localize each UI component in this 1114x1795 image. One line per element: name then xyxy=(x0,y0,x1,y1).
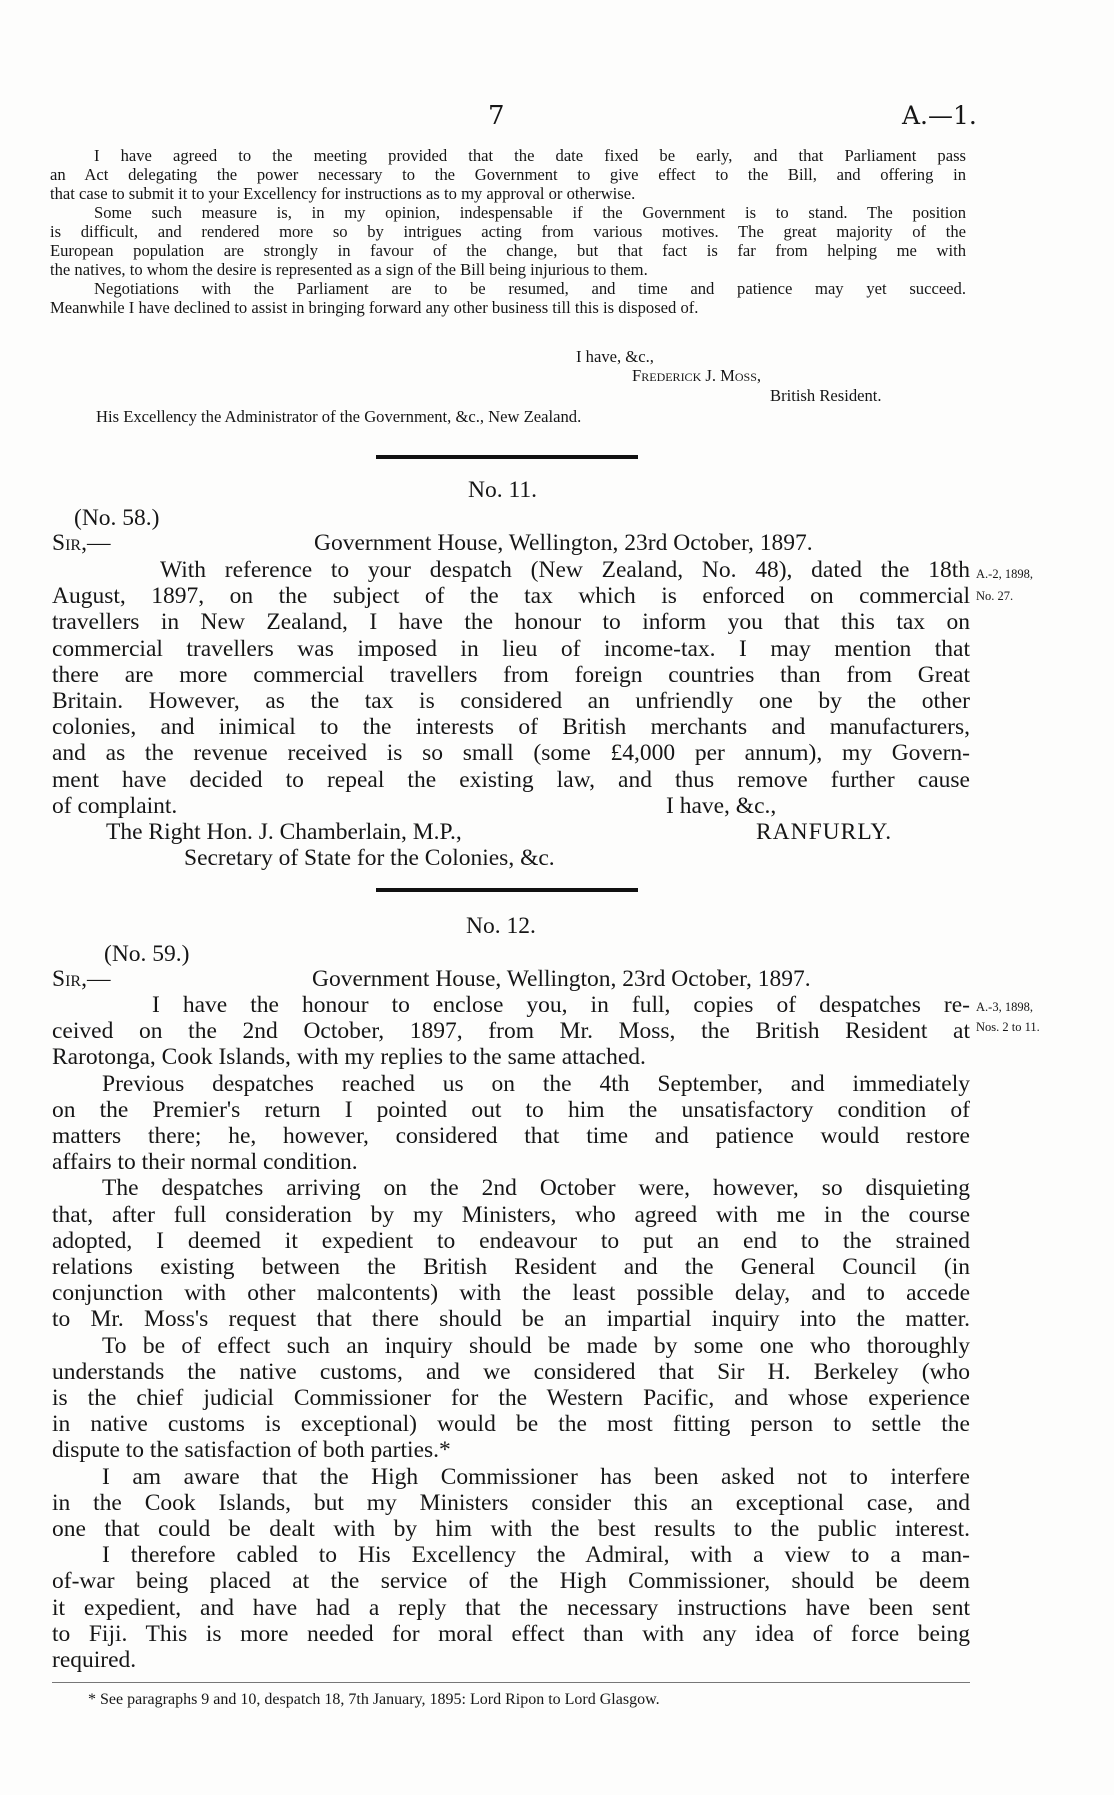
despatch-number: (No. 58.) xyxy=(74,505,160,531)
section-heading: No. 11. xyxy=(468,477,537,503)
signature-title: British Resident. xyxy=(770,386,882,405)
margin-note: No. 27. xyxy=(976,589,1014,603)
text-line: that, after full consideration by my Ministers, who agreed with me in the course xyxy=(52,1201,970,1228)
text-line: Britain. However, as the tax is considered an unfriendly one by the other xyxy=(52,688,970,715)
page-number: 7 xyxy=(488,101,505,131)
salutation: Sir,— xyxy=(52,530,111,556)
text-line: conjunction with other malcontents) with the least possible delay, and to accede xyxy=(52,1280,970,1307)
text-line: Some such measure is, in my opinion, indespensable if the Government is to stand. The position xyxy=(94,203,966,222)
text-line: there are more commercial travellers from foreign countries than from Great xyxy=(52,661,970,688)
despatch-number: (No. 59.) xyxy=(104,941,190,967)
addressee: The Right Hon. J. Chamberlain, M.P., xyxy=(106,819,462,845)
text-line: to Fiji. This is more needed for moral effect than with any idea of force being xyxy=(52,1620,970,1647)
addressee: His Excellency the Administrator of the Government, &c., New Zealand. xyxy=(96,407,582,426)
text-line: With reference to your despatch (New Zealand, No. 48), dated the 18th xyxy=(160,557,970,583)
text-line: of-war being placed at the service of the High Commissioner, should be deem xyxy=(52,1568,970,1595)
text-line: understands the native customs, and we considered that Sir H. Berkeley (who xyxy=(52,1358,970,1385)
text-line: on the Premier's return I pointed out to him the unsatisfactory condition of xyxy=(52,1096,970,1123)
closing: I have, &c., xyxy=(576,347,654,366)
text-line: Negotiations with the Parliament are to be resumed, and time and patience may yet succeed. xyxy=(94,279,966,298)
section-heading: No. 12. xyxy=(466,913,536,939)
dateline: Government House, Wellington, 23rd October, 1897. xyxy=(314,530,813,556)
text-line: is the chief judicial Commissioner for the Western Pacific, and whose experience xyxy=(52,1385,970,1412)
text-line: I have the honour to enclose you, in full, copies of despatches re- xyxy=(152,992,970,1018)
text-line: Rarotonga, Cook Islands, with my replies to the same attached. xyxy=(52,1044,646,1071)
text-line: travellers in New Zealand, I have the honour to inform you that this tax on xyxy=(52,609,970,636)
text-line: required. xyxy=(52,1647,137,1674)
text-line: matters there; he, however, considered that time and patience would restore xyxy=(52,1123,970,1150)
closing: I have, &c., xyxy=(666,793,777,819)
text-line: colonies, and inimical to the interests of British merchants and manufacturers, xyxy=(52,714,970,741)
text-line: I am aware that the High Commissioner has been asked not to interfere xyxy=(102,1463,970,1490)
text-line: dispute to the satisfaction of both parties.* xyxy=(52,1437,451,1464)
footnote: * See paragraphs 9 and 10, despatch 18, 7th January, 1895: Lord Ripon to Lord Glasgow. xyxy=(88,1691,660,1708)
letter-top-body xyxy=(50,146,966,317)
text-line: The despatches arriving on the 2nd October were, however, so disquieting xyxy=(102,1175,970,1202)
addressee: Secretary of State for the Colonies, &c. xyxy=(184,845,555,871)
text-line: it expedient, and have had a reply that the necessary instructions have been sent xyxy=(52,1594,970,1621)
section-divider xyxy=(376,455,638,459)
text-line: I therefore cabled to His Excellency the Admiral, with a view to a man- xyxy=(102,1542,970,1569)
text-line: and as the revenue received is so small (some £4,000 per annum), my Govern- xyxy=(52,740,970,767)
margin-note: A.-2, 1898, xyxy=(976,567,1033,581)
no11-body xyxy=(52,557,970,793)
text-line: that case to submit it to your Excellency for instructions as to my approval or otherwise. xyxy=(50,184,636,203)
section-divider xyxy=(376,888,638,892)
text-line: commercial travellers was imposed in lieu of income-tax. I may mention that xyxy=(52,635,970,662)
text-line: relations existing between the British Resident and the General Council (in xyxy=(52,1254,970,1281)
text-line: to Mr. Moss's request that there should be an impartial inquiry into the matter. xyxy=(52,1306,970,1333)
text-line: the natives, to whom the desire is represented as a sign of the Bill being injurious to them. xyxy=(50,260,648,279)
text-line: of complaint. xyxy=(52,793,178,819)
text-line: I have agreed to the meeting provided that the date fixed be early, and that Parliament pass xyxy=(94,146,966,165)
text-line: in native customs is exceptional) would be the most fitting person to settle the xyxy=(52,1411,970,1438)
text-line: an Act delegating the power necessary to the Government to give effect to the Bill, and offering in xyxy=(50,165,966,184)
text-line: is difficult, and rendered more so by intrigues acting from various motives. The great majority of the xyxy=(50,222,966,241)
signature: RANFURLY. xyxy=(756,819,893,845)
text-line: ceived on the 2nd October, 1897, from Mr. Moss, the British Resident at xyxy=(52,1018,970,1045)
text-line: affairs to their normal condition. xyxy=(52,1149,358,1176)
text-line: adopted, I deemed it expedient to endeavour to put an end to the strained xyxy=(52,1227,970,1254)
text-line: Meanwhile I have declined to assist in bringing forward any other business till this is disposed of. xyxy=(50,298,699,317)
text-line: ment have decided to repeal the existing law, and thus remove further cause xyxy=(52,766,970,793)
signature: Frederick J. Moss, xyxy=(632,366,762,385)
text-line: August, 1897, on the subject of the tax which is enforced on commercial xyxy=(52,583,970,610)
text-line: To be of effect such an inquiry should be made by some one who thoroughly xyxy=(102,1332,970,1359)
dateline: Government House, Wellington, 23rd October, 1897. xyxy=(312,966,811,992)
text-line: Previous despatches reached us on the 4th September, and immediately xyxy=(102,1070,970,1097)
salutation: Sir,— xyxy=(52,966,111,992)
margin-note: Nos. 2 to 11. xyxy=(976,1020,1040,1034)
footnote-rule xyxy=(52,1682,970,1683)
page-reference: A.—1. xyxy=(902,101,977,130)
text-line: one that could be dealt with by him with the best results to the public interest. xyxy=(52,1516,970,1543)
text-line: in the Cook Islands, but my Ministers consider this an exceptional case, and xyxy=(52,1489,970,1516)
no12-body xyxy=(52,992,970,1673)
margin-note: A.-3, 1898, xyxy=(976,1000,1033,1014)
text-line: European population are strongly in favour of the change, but that fact is far from helping me with xyxy=(50,241,966,260)
